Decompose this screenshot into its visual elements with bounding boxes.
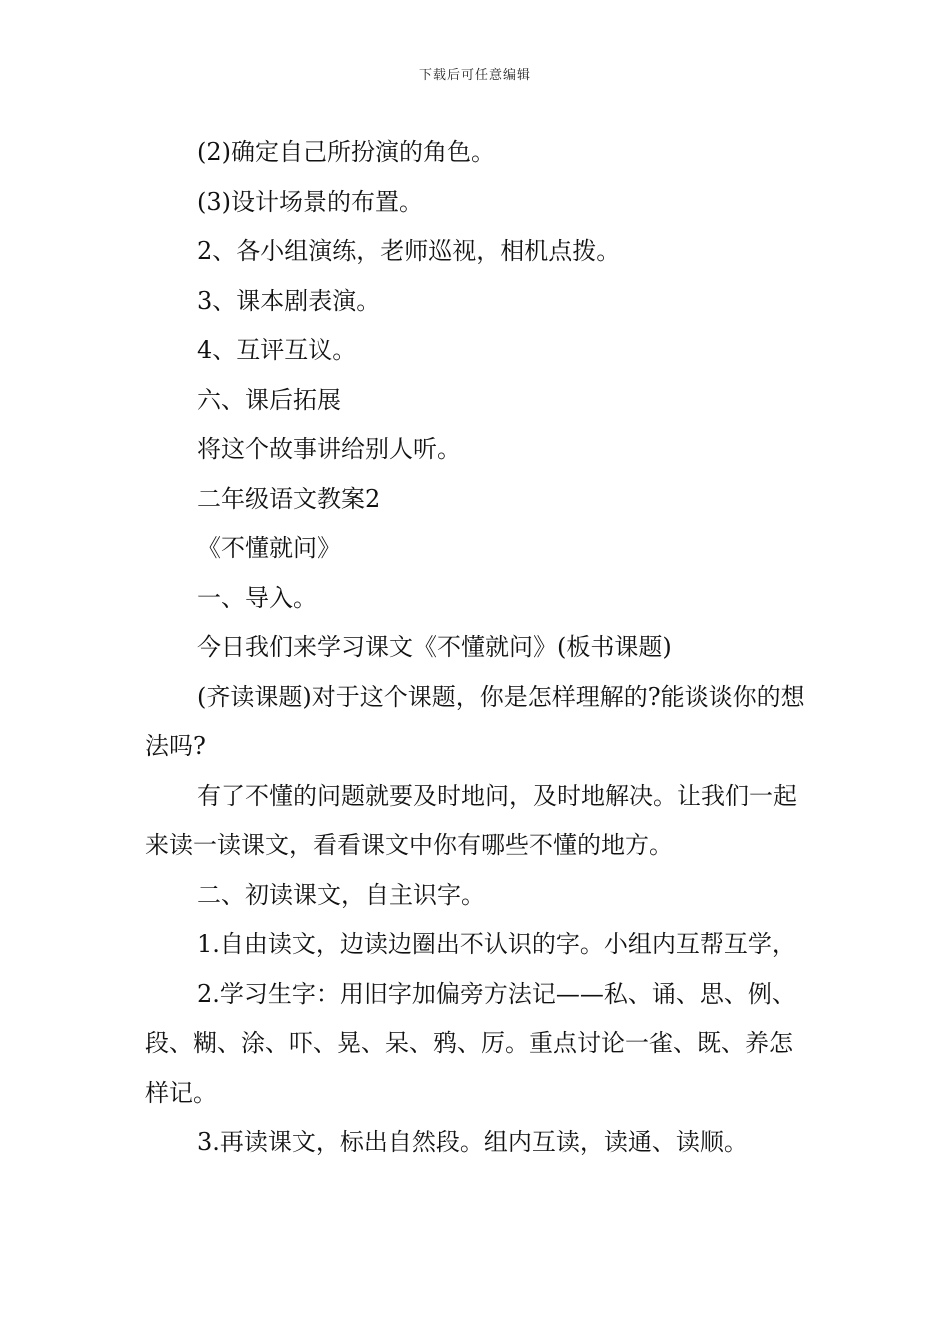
paragraph: 将这个故事讲给别人听。 [197, 435, 461, 463]
paragraph: 3、课本剧表演。 [197, 286, 381, 315]
section-heading: 一、导入。 [197, 583, 317, 612]
lesson-title: 二年级语文教案2 [197, 484, 381, 513]
paragraph: (3)设计场景的布置。 [197, 187, 423, 216]
paragraph: 1.自由读文，边读边圈出不认识的字。小组内互帮互学， [197, 930, 796, 958]
paragraph: 2、各小组演练，老师巡视，相机点拨。 [197, 237, 621, 265]
section-heading: 六、课后拓展 [197, 385, 341, 414]
paragraph: (2)确定自己所扮演的角色。 [197, 138, 495, 166]
paragraph: 今日我们来学习课文《不懂就问》(板书课题) [197, 633, 672, 661]
paragraph: 3.再读课文，标出自然段。组内互读，读通、读顺。 [197, 1128, 748, 1156]
paragraph: (齐读课题)对于这个课题，你是怎样理解的?能谈谈你的想法吗? [145, 682, 805, 760]
page-header: 下载后可任意编辑 [418, 68, 531, 83]
lesson-subtitle: 《不懂就问》 [197, 534, 341, 562]
paragraph: 4、互评互议。 [197, 336, 357, 364]
paragraph: 2.学习生字：用旧字加偏旁方法记——私、诵、思、例、段、糊、涂、吓、晃、呆、鸦、厉。重点讨论一雀、既、养怎样记。 [145, 979, 796, 1107]
section-heading: 二、初读课文，自主识字。 [197, 880, 485, 909]
paragraph: 有了不懂的问题就要及时地问，及时地解决。让我们一起来读一读课文，看看课文中你有哪些不懂的地方。 [145, 781, 797, 859]
document-body [145, 128, 807, 1168]
